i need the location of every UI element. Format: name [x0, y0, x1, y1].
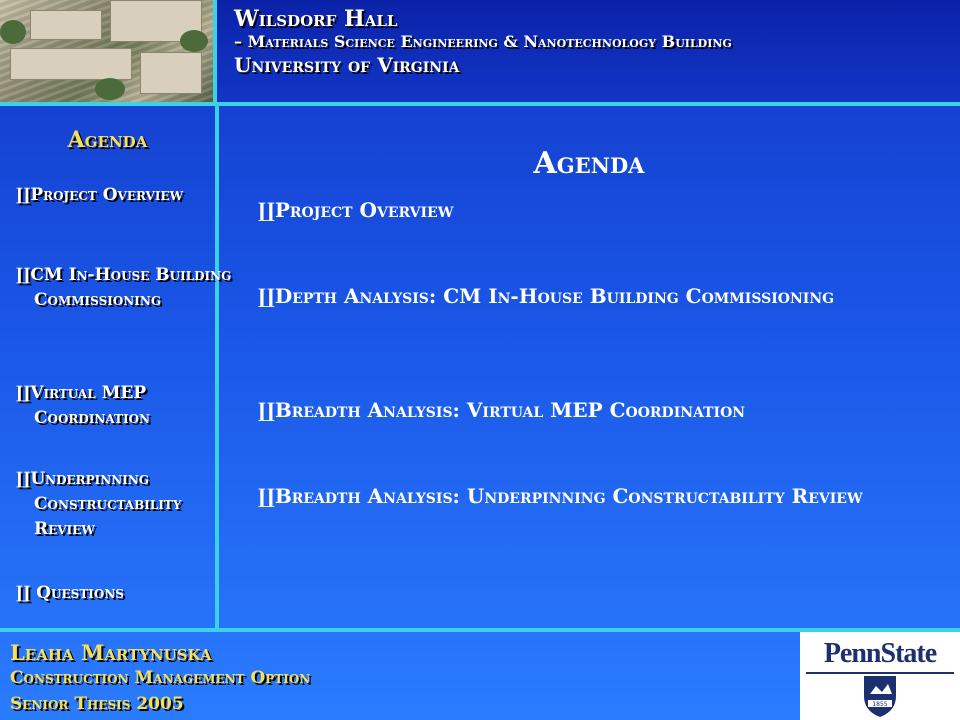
sidebar-title: Agenda	[67, 127, 148, 153]
option-label: Construction Management Option	[10, 668, 311, 688]
bullet-icon: ∐	[16, 583, 31, 603]
bullet-icon: ∐	[16, 383, 31, 403]
author-name: Leaha Martynuska	[10, 640, 212, 665]
sidebar-item-label: CM In-House Building Commissioning	[30, 265, 232, 310]
photo-divider	[213, 0, 217, 102]
footer	[0, 632, 800, 720]
main-item-label: Project Overview	[274, 198, 454, 222]
building-title: Wilsdorf Hall	[234, 6, 398, 32]
header-text-block	[234, 6, 732, 78]
main-title: Agenda	[533, 146, 645, 181]
main-item-breadth-mep	[258, 396, 934, 425]
main-item-label: Depth Analysis: CM In-House Building Commissioning	[274, 284, 835, 308]
building-subtitle: – Materials Science Engineering & Nanotechnology Building	[234, 32, 732, 51]
sidebar-item-questions[interactable]	[16, 581, 232, 606]
thesis-label: Senior Thesis 2005	[10, 694, 184, 714]
shield-icon	[860, 674, 900, 718]
sidebar-item-project-overview[interactable]	[16, 183, 232, 208]
sidebar	[0, 105, 232, 629]
bullet-icon: ∐	[16, 265, 31, 285]
sidebar-item-label: Questions	[30, 583, 124, 603]
sidebar-item-commissioning[interactable]	[16, 263, 232, 313]
bullet-icon: ∐	[16, 469, 31, 489]
bullet-icon: ∐	[16, 185, 31, 205]
logo-wordmark: PennState	[823, 638, 937, 669]
sidebar-item-mep-coordination[interactable]	[16, 381, 232, 431]
bullet-icon: ∐	[258, 284, 275, 308]
sidebar-item-label: Underpinning Constructability Review	[30, 469, 182, 539]
pennstate-logo	[800, 632, 960, 720]
main-item-breadth-underpinning	[258, 482, 934, 511]
header-banner	[0, 0, 960, 102]
bullet-icon: ∐	[258, 398, 275, 422]
main-item-depth-analysis	[258, 282, 934, 311]
main-item-label: Breadth Analysis: Virtual MEP Coordination	[274, 398, 746, 422]
university-name: University of Virginia	[234, 53, 460, 77]
sidebar-divider	[215, 102, 219, 632]
bullet-icon: ∐	[258, 198, 275, 222]
bullet-icon: ∐	[258, 484, 275, 508]
logo-year: 1855	[872, 701, 888, 708]
sidebar-item-label: Virtual MEP Coordination	[30, 383, 151, 428]
sidebar-item-label: Project Overview	[30, 185, 184, 205]
main-item-project-overview	[258, 196, 934, 225]
sidebar-item-underpinning[interactable]	[16, 467, 232, 542]
main-item-label: Breadth Analysis: Underpinning Constructability Review	[274, 484, 863, 508]
building-photo	[0, 0, 213, 102]
